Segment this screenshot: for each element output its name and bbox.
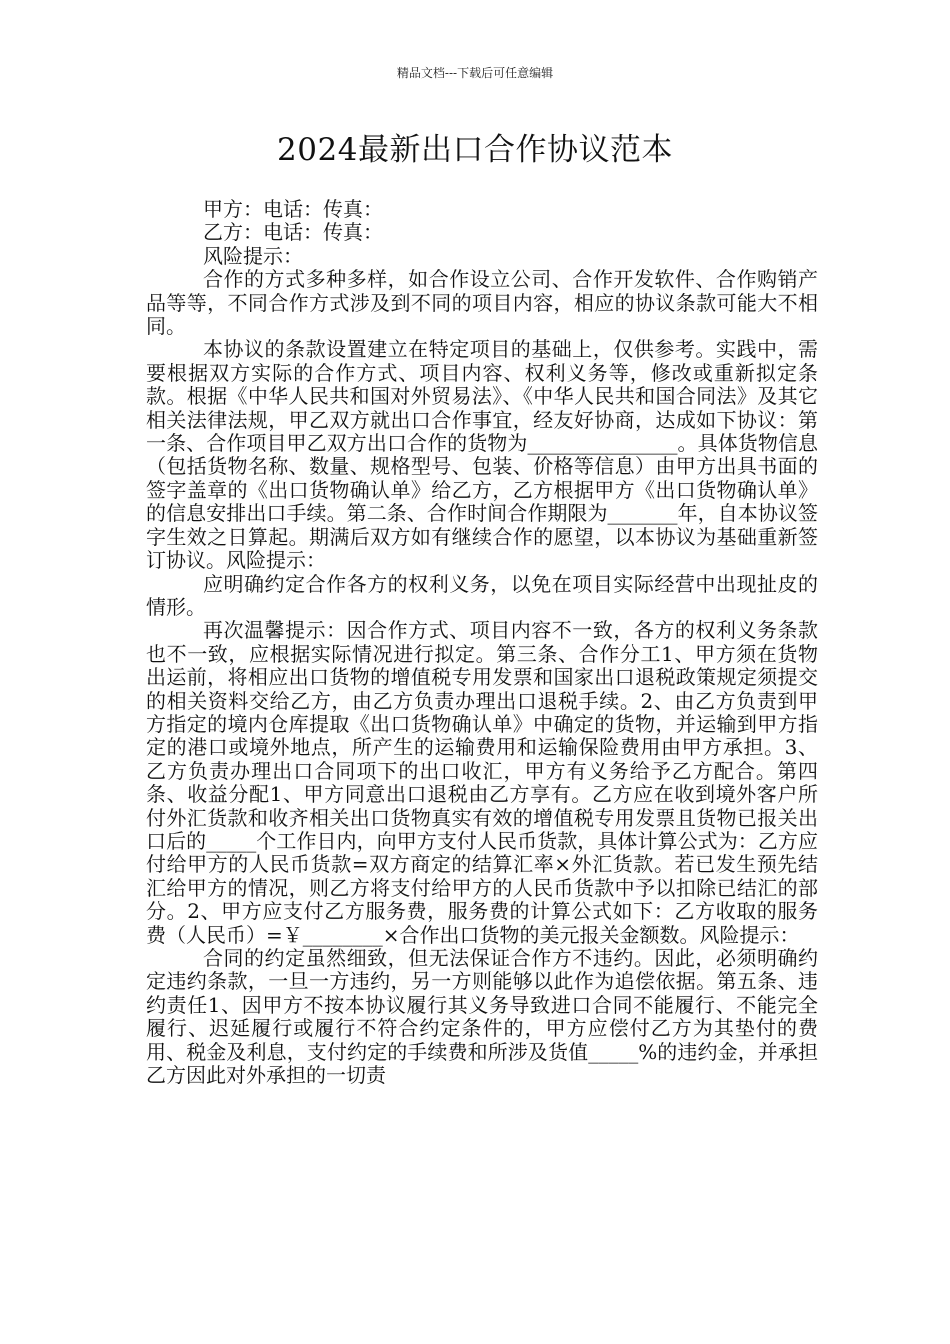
paragraph-rights-obligations: 应明确约定合作各方的权利义务，以免在项目实际经营中出现扯皮的情形。 (146, 571, 818, 619)
paragraph-articles-1-2: 本协议的条款设置建立在特定项目的基础上，仅供参考。实践中，需要根据双方实际的合作方式、项目内容、权利义务等，修改或重新拟定条款。根据《中华人民共和国对外贸易法》、《中华人民共和国合同法》及其它相关法律法规，甲乙双方就出口合作事宜，经友好协商，达成如下协议：第一条、合作项目甲乙双方出口合作的货物为_______________。具体货物信息（包括货物名称、数量、规格型号、包装、价格等信息）由甲方出具书面的签字盖章的《出口货物确认单》给乙方，乙方根据甲方《出口货物确认单》的信息安排出口手续。第二条、合作时间合作期限为_______年，自本协议签字生效之日算起。期满后双方如有继续合作的愿望，以本协议为基础重新签订协议。风险提示： (146, 337, 818, 573)
header-note: 精品文档---下载后可任意编辑 (396, 66, 554, 80)
document-body (146, 198, 818, 1087)
paragraph-cooperation-methods: 合作的方式多种多样，如合作设立公司、合作开发软件、合作购销产品等等，不同合作方式涉及到不同的项目内容，相应的协议条款可能大不相同。 (146, 267, 818, 339)
paragraph-article-5: 合同的约定虽然细致，但无法保证合作方不违约。因此，必须明确约定违约条款，一旦一方违约，另一方则能够以此作为追偿依据。第五条、违约责任1、因甲方不按本协议履行其义务导致进口合同不能履行、不能完全履行、迟延履行或履行不符合约定条件的，甲方应偿付乙方为其垫付的费用、税金及利息，支付约定的手续费和所涉及货值_____%的违约金，并承担乙方因此对外承担的一切责 (146, 946, 818, 1088)
risk-notice-heading: 风险提示： (203, 243, 303, 268)
party-b-line: 乙方：电话：传真： (203, 220, 383, 245)
document-title: 2024最新出口合作协议范本 (277, 132, 673, 168)
party-a-line: 甲方：电话：传真： (203, 197, 383, 221)
paragraph-articles-3-4: 再次温馨提示：因合作方式、项目内容不一致，各方的权利义务条款也不一致，应根据实际情况进行拟定。第三条、合作分工1、甲方须在货物出运前，将相应出口货物的增值税专用发票和国家出口退税政策规定须提交的相关资料交给乙方，由乙方负责办理出口退税手续。2、由乙方负责到甲方指定的境内仓库提取《出口货物确认单》中确定的货物，并运输到甲方指定的港口或境外地点，所产生的运输费用和运输保险费用由甲方承担。3、乙方负责办理出口合同项下的出口收汇，甲方有义务给予乙方配合。第四条、收益分配1、甲方同意出口退税由乙方享有。乙方应在收到境外客户所付外汇货款和收齐相关出口货物真实有效的增值税专用发票且货物已报关出口后的_____个工作日内，向甲方支付人民币货款，具体计算公式为：乙方应付给甲方的人民币货款=双方商定的结算汇率×外汇货款。若已发生预先结汇给甲方的情况，则乙方将支付给甲方的人民币货款中予以扣除已结汇的部分。2、甲方应支付乙方服务费，服务费的计算公式如下：乙方收取的服务费（人民币）=￥________×合作出口货物的美元报关金额数。风险提示： (146, 618, 818, 947)
